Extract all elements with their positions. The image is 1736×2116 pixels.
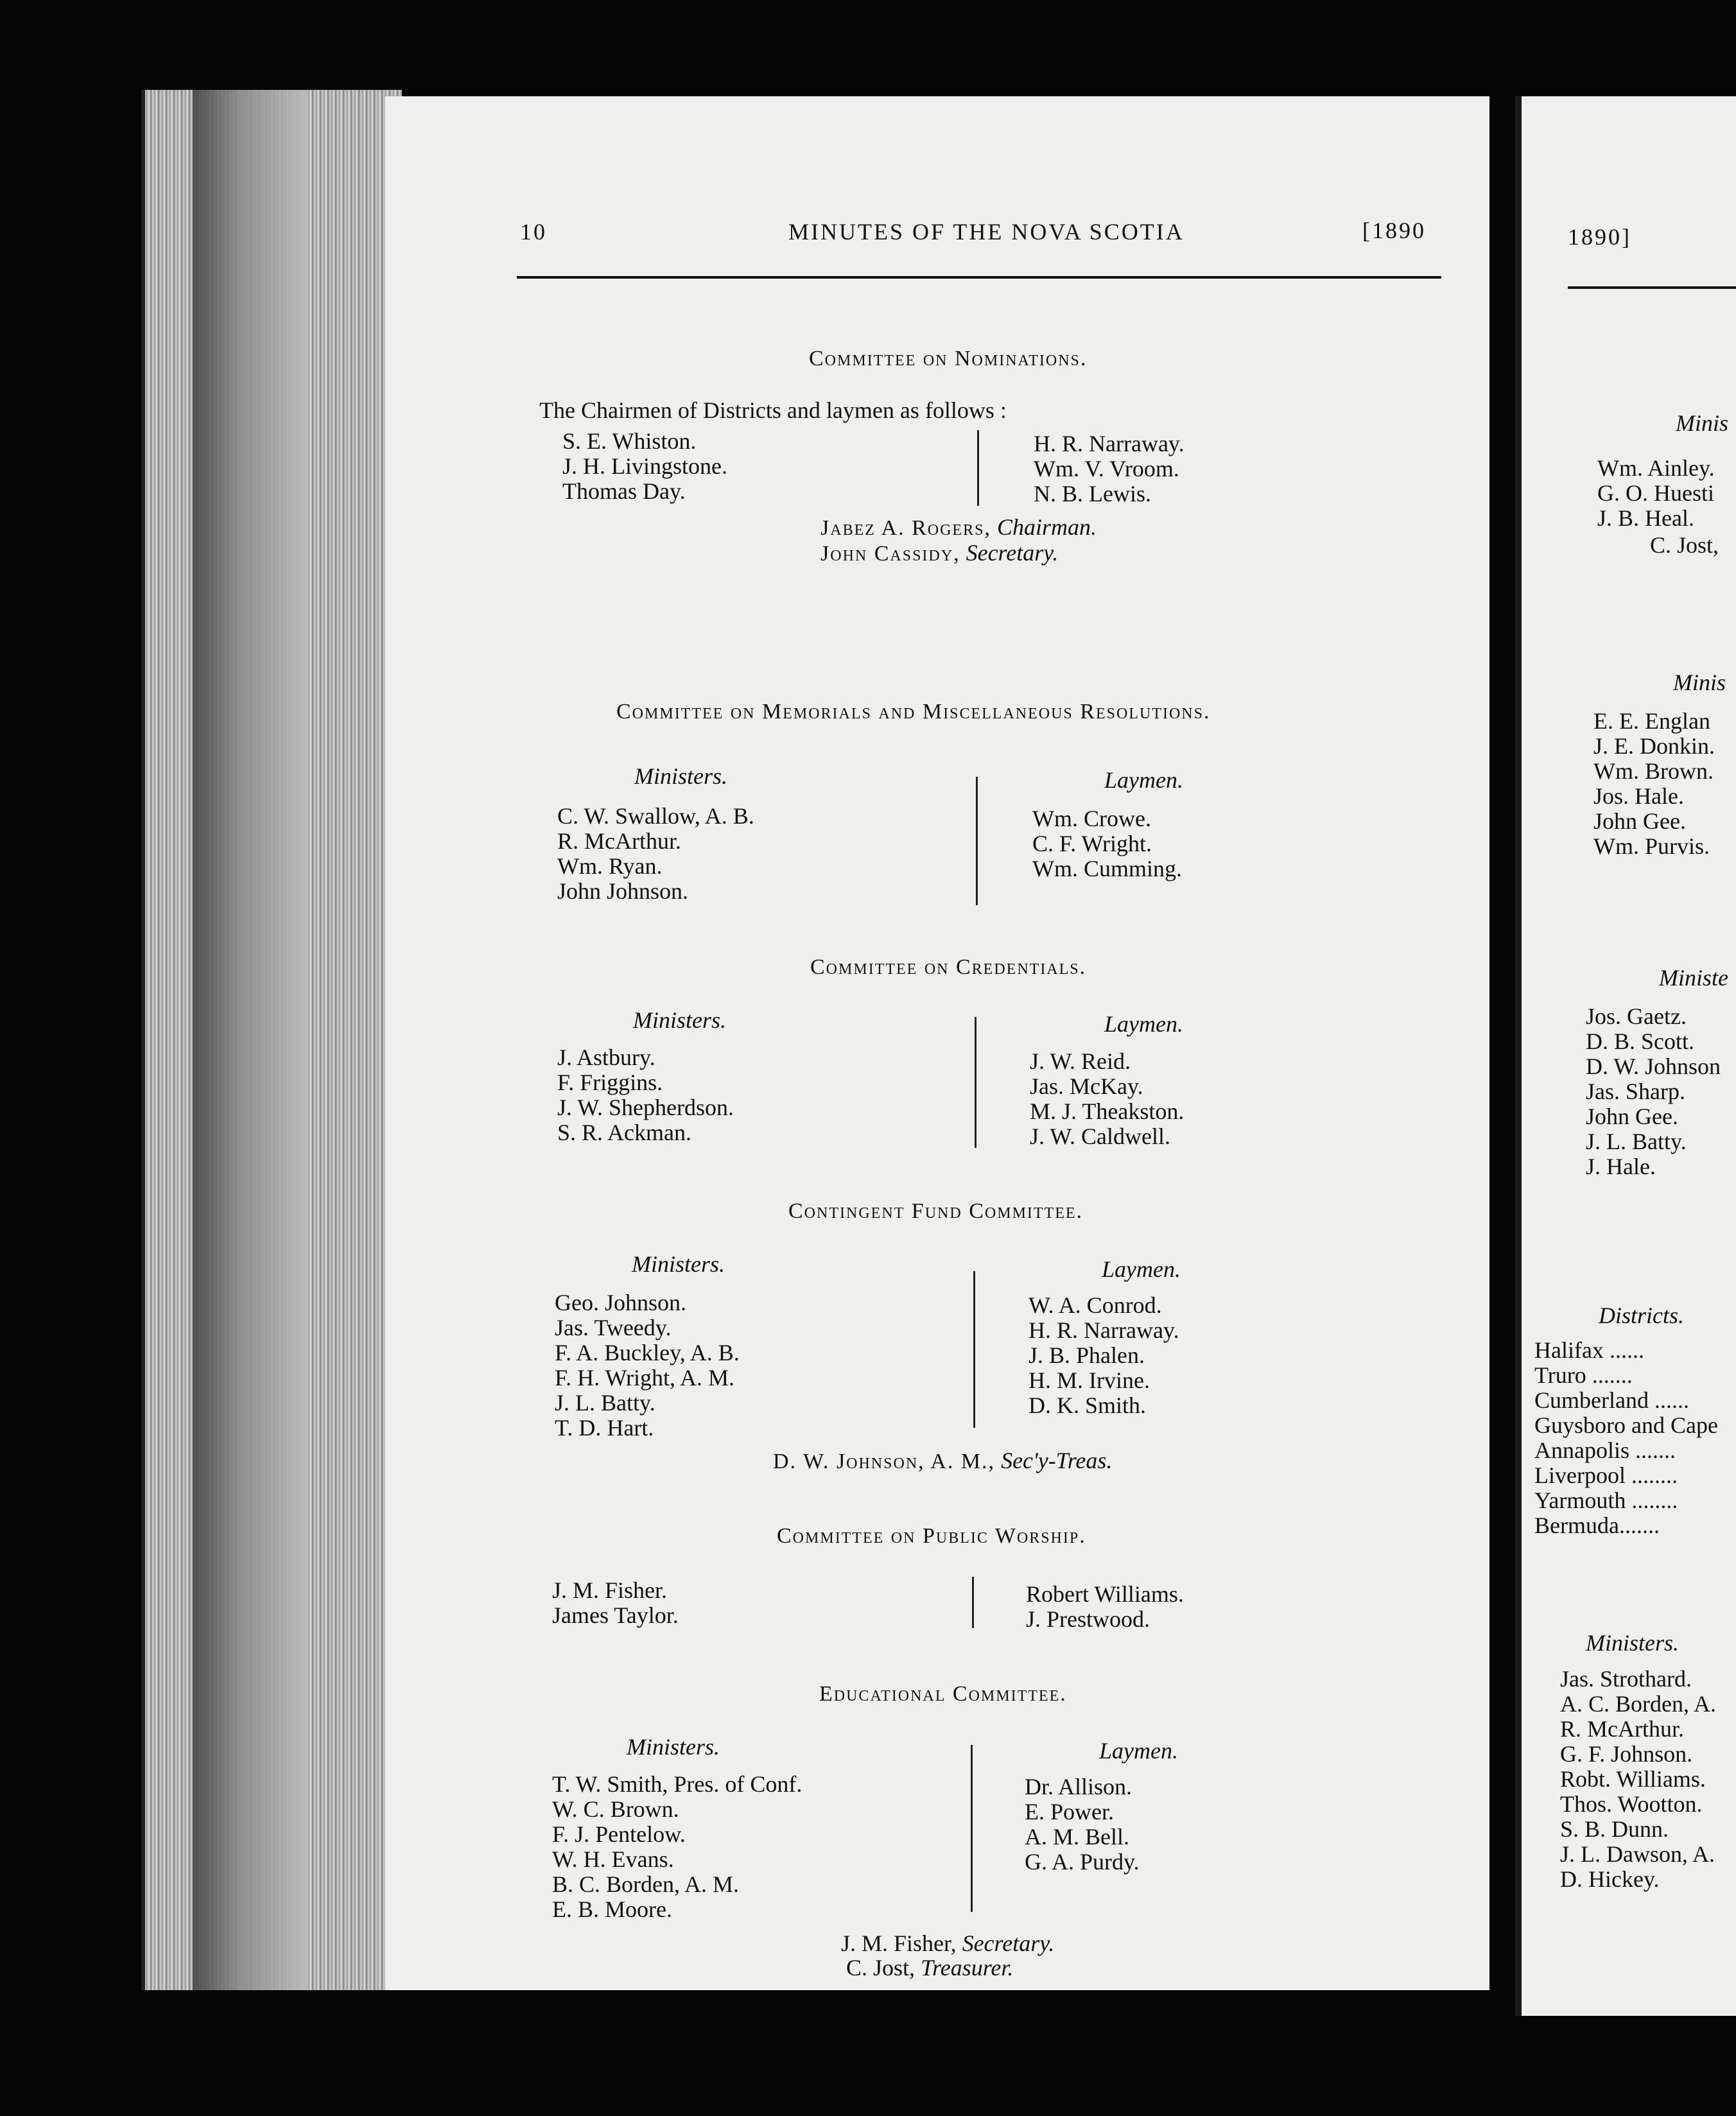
list-item: Jas. McKay. — [1030, 1073, 1143, 1099]
list-item: Bermuda....... — [1534, 1513, 1660, 1538]
memorials-ministers-list — [557, 804, 754, 904]
list-item: A. C. Borden, A. — [1560, 1691, 1716, 1717]
chairman-name: Jabez A. Rogers, — [820, 516, 991, 540]
officer-role: Sec'y-Treas. — [1001, 1448, 1113, 1473]
list-item: B. C. Borden, A. M. — [552, 1871, 740, 1897]
list-item: N. B. Lewis. — [1034, 481, 1151, 507]
list-item: G. O. Huesti — [1597, 480, 1714, 506]
treasurer-role: Treasurer. — [921, 1955, 1014, 1981]
list-item: Jas. Sharp. — [1586, 1079, 1685, 1104]
list-item: G. A. Purdy. — [1025, 1849, 1140, 1875]
list-item: Wm. Ainley. — [1597, 455, 1715, 481]
list-item: G. F. Johnson. — [1560, 1741, 1693, 1767]
worship-laymen-list — [1026, 1582, 1184, 1632]
list-item: Geo. Johnson. — [555, 1290, 686, 1315]
right-running-year: 1890] — [1568, 224, 1631, 250]
list-item: H. R. Narraway. — [1029, 1317, 1179, 1343]
binding-shadow — [193, 90, 308, 1990]
chairman-role: Chairman. — [996, 514, 1097, 540]
memorials-heading: Committee on Memorials and Miscellaneous Resolutions. — [616, 700, 1211, 724]
list-item: W. H. Evans. — [552, 1846, 674, 1872]
page-number: 10 — [520, 219, 547, 245]
list-item: J. L. Batty. — [1586, 1129, 1687, 1154]
nominations-left-list — [562, 429, 727, 504]
list-item: James Taylor. — [552, 1602, 679, 1628]
educational-heading: Educational Committee. — [819, 1682, 1067, 1706]
running-title: MINUTES OF THE NOVA SCOTIA — [788, 219, 1185, 245]
nominations-right-list — [1034, 431, 1185, 507]
list-item: D. K. Smith. — [1029, 1392, 1147, 1418]
list-item: Wm. Purvis. — [1593, 833, 1710, 859]
list-item: John Gee. — [1586, 1104, 1678, 1129]
contingent-heading: Contingent Fund Committee. — [788, 1199, 1084, 1223]
column-divider — [971, 1745, 973, 1912]
ministers-label: Ministers. — [627, 1734, 720, 1760]
list-item: E. B. Moore. — [552, 1896, 672, 1922]
contingent-laymen-list — [1029, 1293, 1179, 1418]
list-item: Wm. Ryan. — [557, 853, 663, 879]
list-item: J. Astbury. — [557, 1045, 655, 1070]
list-item: J. Hale. — [1586, 1154, 1656, 1179]
list-item: Thos. Wootton. — [1560, 1791, 1703, 1817]
column-divider — [973, 1271, 975, 1428]
credentials-heading: Committee on Credentials. — [810, 955, 1087, 979]
treasurer-name: C. Jost, — [846, 1955, 916, 1981]
list-item: E. E. Englan — [1593, 708, 1710, 734]
list-item: F. J. Pentelow. — [552, 1821, 686, 1847]
list-item: T. D. Hart. — [555, 1415, 654, 1441]
list-item: Truro ....... — [1534, 1362, 1633, 1388]
list-item: E. Power. — [1025, 1799, 1114, 1825]
secretary-name: John Cassidy, — [820, 542, 960, 566]
laymen-label: Laymen. — [1104, 1011, 1183, 1037]
contingent-ministers-list — [555, 1290, 740, 1441]
contingent-officer — [773, 1448, 1112, 1474]
list-item: A. M. Bell. — [1025, 1824, 1130, 1850]
secretary-role: Secretary. — [966, 540, 1059, 566]
laymen-label: Laymen. — [1102, 1256, 1181, 1282]
list-item: T. W. Smith, Pres. of Conf. — [552, 1771, 803, 1797]
districts-list — [1534, 1338, 1718, 1538]
list-item: Wm. V. Vroom. — [1034, 456, 1179, 481]
worship-heading: Committee on Public Worship. — [777, 1524, 1086, 1548]
right-list-3 — [1586, 1004, 1721, 1179]
list-item: Jas. Tweedy. — [555, 1315, 672, 1340]
list-item: Halifax ...... — [1534, 1337, 1644, 1363]
column-divider — [975, 1017, 976, 1148]
ministers-label: Minis — [1676, 410, 1729, 436]
list-item: Jos. Gaetz. — [1586, 1003, 1687, 1029]
ministers-label: Ministers. — [1586, 1630, 1680, 1656]
list-item: S. R. Ackman. — [557, 1120, 692, 1145]
officer-name: D. W. Johnson, A. M., — [773, 1450, 996, 1473]
list-item: Cumberland ...... — [1534, 1387, 1689, 1413]
list-item: Wm. Crowe. — [1032, 806, 1151, 831]
laymen-label: Laymen. — [1099, 1738, 1178, 1764]
left-page — [385, 96, 1489, 1990]
nominations-secretary — [820, 541, 1058, 566]
secretary-role: Secretary. — [962, 1930, 1055, 1956]
memorials-laymen-list — [1032, 806, 1182, 881]
list-item: Jos. Hale. — [1593, 783, 1684, 809]
educational-secretary — [841, 1931, 1054, 1956]
list-item: Annapolis ....... — [1534, 1437, 1676, 1463]
running-year: [1890 — [1362, 218, 1426, 243]
list-item: D. B. Scott. — [1586, 1028, 1695, 1054]
list-item: Robt. Williams. — [1560, 1766, 1706, 1792]
credentials-laymen-list — [1030, 1049, 1184, 1149]
secretary-name: J. M. Fisher, — [841, 1930, 957, 1956]
educational-treasurer — [846, 1956, 1013, 1981]
list-item: John Gee. — [1593, 808, 1686, 834]
list-item: D. Hickey. — [1560, 1866, 1660, 1892]
list-item: J. B. Phalen. — [1029, 1342, 1145, 1368]
header-rule — [517, 276, 1441, 279]
list-item: J. B. Heal. — [1597, 505, 1694, 531]
list-item: Thomas Day. — [562, 478, 686, 504]
ministers-label: Minis — [1673, 670, 1726, 695]
column-divider — [976, 777, 978, 905]
nominations-chairman — [820, 515, 1097, 541]
list-item: F. A. Buckley, A. B. — [555, 1340, 740, 1366]
ministers-label: Ministers. — [634, 763, 728, 789]
list-item: F. H. Wright, A. M. — [555, 1365, 735, 1391]
list-item: J. W. Shepherdson. — [557, 1095, 734, 1120]
educational-ministers-list — [552, 1772, 802, 1922]
list-item: J. Prestwood. — [1026, 1606, 1150, 1632]
list-item: J. L. Batty. — [555, 1390, 655, 1416]
right-page — [1515, 96, 1736, 2016]
list-item: Robert Williams. — [1026, 1581, 1184, 1607]
list-item: S. B. Dunn. — [1560, 1816, 1669, 1842]
worship-ministers-list — [552, 1578, 679, 1628]
list-item: J. W. Reid. — [1030, 1048, 1131, 1074]
column-divider — [977, 430, 979, 506]
list-item: C. W. Swallow, A. B. — [557, 803, 754, 829]
list-item: Dr. Allison. — [1025, 1774, 1133, 1799]
column-divider — [972, 1577, 974, 1628]
list-item: Wm. Brown. — [1593, 758, 1714, 784]
list-item: H. R. Narraway. — [1034, 431, 1185, 456]
nominations-heading: Committee on Nominations. — [809, 347, 1088, 370]
ministers-label: Ministe — [1659, 965, 1728, 991]
right-officer: C. Jost, — [1650, 532, 1719, 558]
right-list-1 — [1597, 456, 1715, 531]
list-item: J. W. Caldwell. — [1030, 1123, 1171, 1149]
educational-laymen-list — [1025, 1774, 1140, 1875]
right-header-rule — [1568, 286, 1736, 289]
list-item: Yarmouth ........ — [1534, 1487, 1678, 1513]
laymen-label: Laymen. — [1104, 767, 1183, 793]
list-item: Liverpool ........ — [1534, 1462, 1678, 1488]
nominations-intro: The Chairmen of Districts and laymen as follows : — [539, 397, 1007, 423]
list-item: D. W. Johnson — [1586, 1054, 1721, 1079]
list-item: W. A. Conrod. — [1029, 1292, 1162, 1318]
list-item: J. M. Fisher. — [552, 1577, 668, 1603]
list-item: H. M. Irvine. — [1029, 1367, 1150, 1393]
list-item: M. J. Theakston. — [1030, 1098, 1185, 1124]
list-item: John Johnson. — [557, 878, 689, 904]
credentials-ministers-list — [557, 1045, 734, 1145]
list-item: R. McArthur. — [1560, 1716, 1684, 1742]
list-item: J. E. Donkin. — [1593, 733, 1715, 759]
list-item: W. C. Brown. — [552, 1796, 679, 1822]
districts-label: Districts. — [1599, 1303, 1685, 1328]
list-item: S. E. Whiston. — [562, 428, 697, 454]
list-item: J. H. Livingstone. — [562, 453, 727, 479]
ministers-label: Ministers. — [633, 1007, 727, 1033]
list-item: C. F. Wright. — [1032, 831, 1152, 856]
list-item: Jas. Strothard. — [1560, 1666, 1692, 1692]
list-item: R. McArthur. — [557, 828, 681, 854]
list-item: F. Friggins. — [557, 1070, 663, 1095]
list-item: Wm. Cumming. — [1032, 856, 1182, 881]
list-item: J. L. Dawson, A. — [1560, 1841, 1715, 1867]
ministers-label: Ministers. — [632, 1251, 725, 1277]
right-list-2 — [1593, 709, 1715, 859]
list-item: Guysboro and Cape — [1534, 1412, 1718, 1438]
right-list-4 — [1560, 1667, 1716, 1892]
